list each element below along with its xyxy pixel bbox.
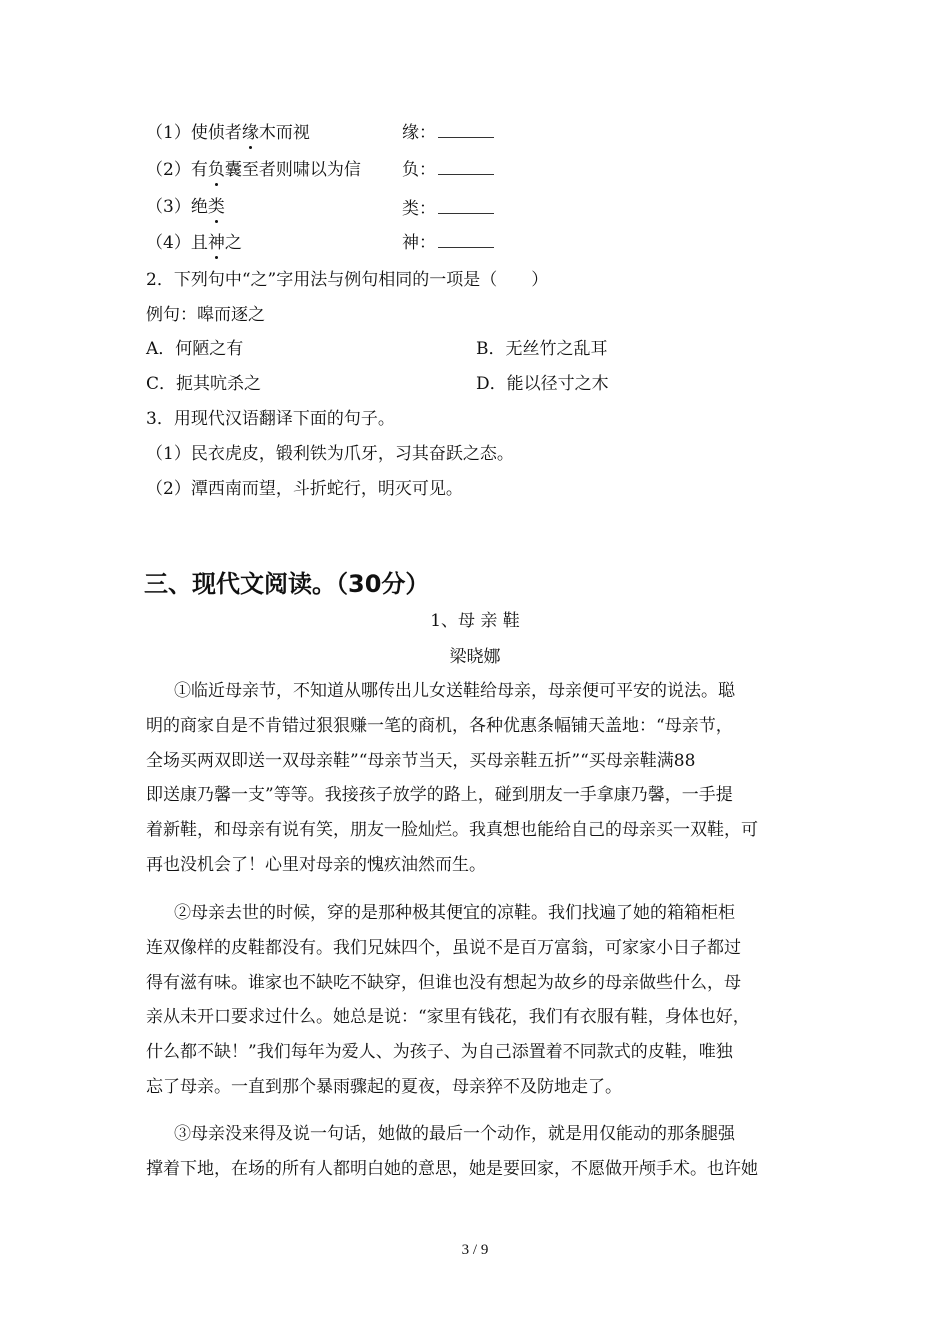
emphasis-dot-char: 缘 xyxy=(241,123,259,143)
question-3-sentence-2: （2）潭西南而望，斗折蛇行，明灭可见。 xyxy=(146,479,463,499)
question-2-stem: 2．下列句中“之”字用法与例句相同的一项是（ ） xyxy=(146,270,549,290)
emphasis-dot-char: 类 xyxy=(207,197,225,217)
article-title: 1、母 亲 鞋 xyxy=(430,611,520,631)
option-b[interactable]: B．无丝竹之乱耳 xyxy=(476,339,608,359)
emphasis-dot-char: 神 xyxy=(207,233,225,253)
answer-blank[interactable] xyxy=(438,232,494,248)
emphasis-dot-char: 负 xyxy=(207,160,225,180)
answer-blank[interactable] xyxy=(438,198,494,214)
document-page: （1）使侦者缘木而视 缘： （2）有负囊至者则啸以为信 负： （3）绝类 类： （4）且神之 神： 2．下列句中“之”字用法与例句相同的一项是（ ） 例句：嗥而逐之 A．何陋之有 B．无丝竹之乱耳 C．扼其吭杀之 D．能以径寸之木 3．用现代汉语翻译下面的句子。 （1）民衣虎皮，锻利铁为爪牙，习其奋跃之态。 （2）潭西南而望，斗折蛇行，明灭可见。 三、现代文阅读。（30分） 1、母 亲 鞋 梁晓娜 ①临近母亲节，不知道从哪传出儿女送鞋给母亲，母亲便可平安的说法。聪 明的商家自是不肯错过狠狠赚一笔的商机，各种优惠条幅铺天盖地：“母亲节， 全场买两双即送一双母亲鞋”“母亲节当天，买母亲鞋五折”“买母亲鞋满88 即送康乃馨一支”等等。我接孩子放学的路上，碰到朋友一手拿康乃馨，一手提 着新鞋，和母亲有说有笑，朋友一脸灿烂。我真想也能给自己的母亲买一双鞋，可 再也没机会了！心里对母亲的愧疚油然而生。 ②母亲去世的时候，穿的是那种极其便宜的凉鞋。我们找遍了她的箱箱柜柜 连双像样的皮鞋都没有。我们兄妹四个，虽说不是百万富翁，可家家小日子都过 得有滋有味。谁家也不缺吃不缺穿，但谁也没有想起为故乡的母亲做些什么，母 亲从未开口要求过什么。她总是说：“家里有钱花，我们有衣服有鞋，身体也好， 什么都不缺！”我们每年为爱人、为孩子、为自己添置着不同款式的皮鞋，唯独 忘了母亲。一直到那个暴雨骤起的夏夜，母亲猝不及防地走了。 ③母亲没来得及说一句话，她做的最后一个动作，就是用仅能动的那条腿强 撑着下地，在场的所有人都明白她的意思，她是要回家，不愿做开颅手术。也许她 3 / 9 xyxy=(0,0,950,1344)
section-heading: 三、现代文阅读。（30分） xyxy=(144,570,430,598)
article-paragraph-2: ②母亲去世的时候，穿的是那种极其便宜的凉鞋。我们找遍了她的箱箱柜柜 连双像样的皮鞋都没有。我们兄妹四个，虽说不是百万富翁，可家家小日子都过 得有滋有味。谁家也不缺吃不缺穿，但谁也没有想起为故乡的母亲做些什么，母 亲从未开口要求过什么。她总是说：“家里有钱花，我们有衣服有鞋，身体也好， 什么都不缺！”我们每年为爱人、为孩子、为自己添置着不同款式的皮鞋，唯独 忘了母亲。一直到那个暴雨骤起的夏夜，母亲猝不及防地走了。 xyxy=(146,903,750,1097)
article-paragraph-1: ①临近母亲节，不知道从哪传出儿女送鞋给母亲，母亲便可平安的说法。聪 明的商家自是不肯错过狠狠赚一笔的商机，各种优惠条幅铺天盖地：“母亲节， 全场买两双即送一双母亲鞋”“母亲节当天，买母亲鞋五折”“买母亲鞋满88 即送康乃馨一支”等等。我接孩子放学的路上，碰到朋友一手拿康乃馨，一手提 着新鞋，和母亲有说有笑，朋友一脸灿烂。我真想也能给自己的母亲买一双鞋，可 再也没机会了！心里对母亲的愧疚油然而生。 xyxy=(146,681,758,875)
article-paragraph-3: ③母亲没来得及说一句话，她做的最后一个动作，就是用仅能动的那条腿强 撑着下地，在场的所有人都明白她的意思，她是要回家，不愿做开颅手术。也许她 xyxy=(146,1124,758,1179)
option-d[interactable]: D．能以径寸之木 xyxy=(476,374,609,394)
question-2-example: 例句：嗥而逐之 xyxy=(146,305,265,325)
page-number: 3 / 9 xyxy=(461,1242,489,1258)
option-c[interactable]: C．扼其吭杀之 xyxy=(146,374,262,394)
answer-blank[interactable] xyxy=(438,122,494,138)
article-author: 梁晓娜 xyxy=(449,647,501,667)
question-3-stem: 3．用现代汉语翻译下面的句子。 xyxy=(146,409,395,429)
option-a[interactable]: A．何陋之有 xyxy=(146,339,244,359)
question-3-sentence-1: （1）民衣虎皮，锻利铁为爪牙，习其奋跃之态。 xyxy=(146,444,514,464)
answer-blank[interactable] xyxy=(438,159,494,175)
